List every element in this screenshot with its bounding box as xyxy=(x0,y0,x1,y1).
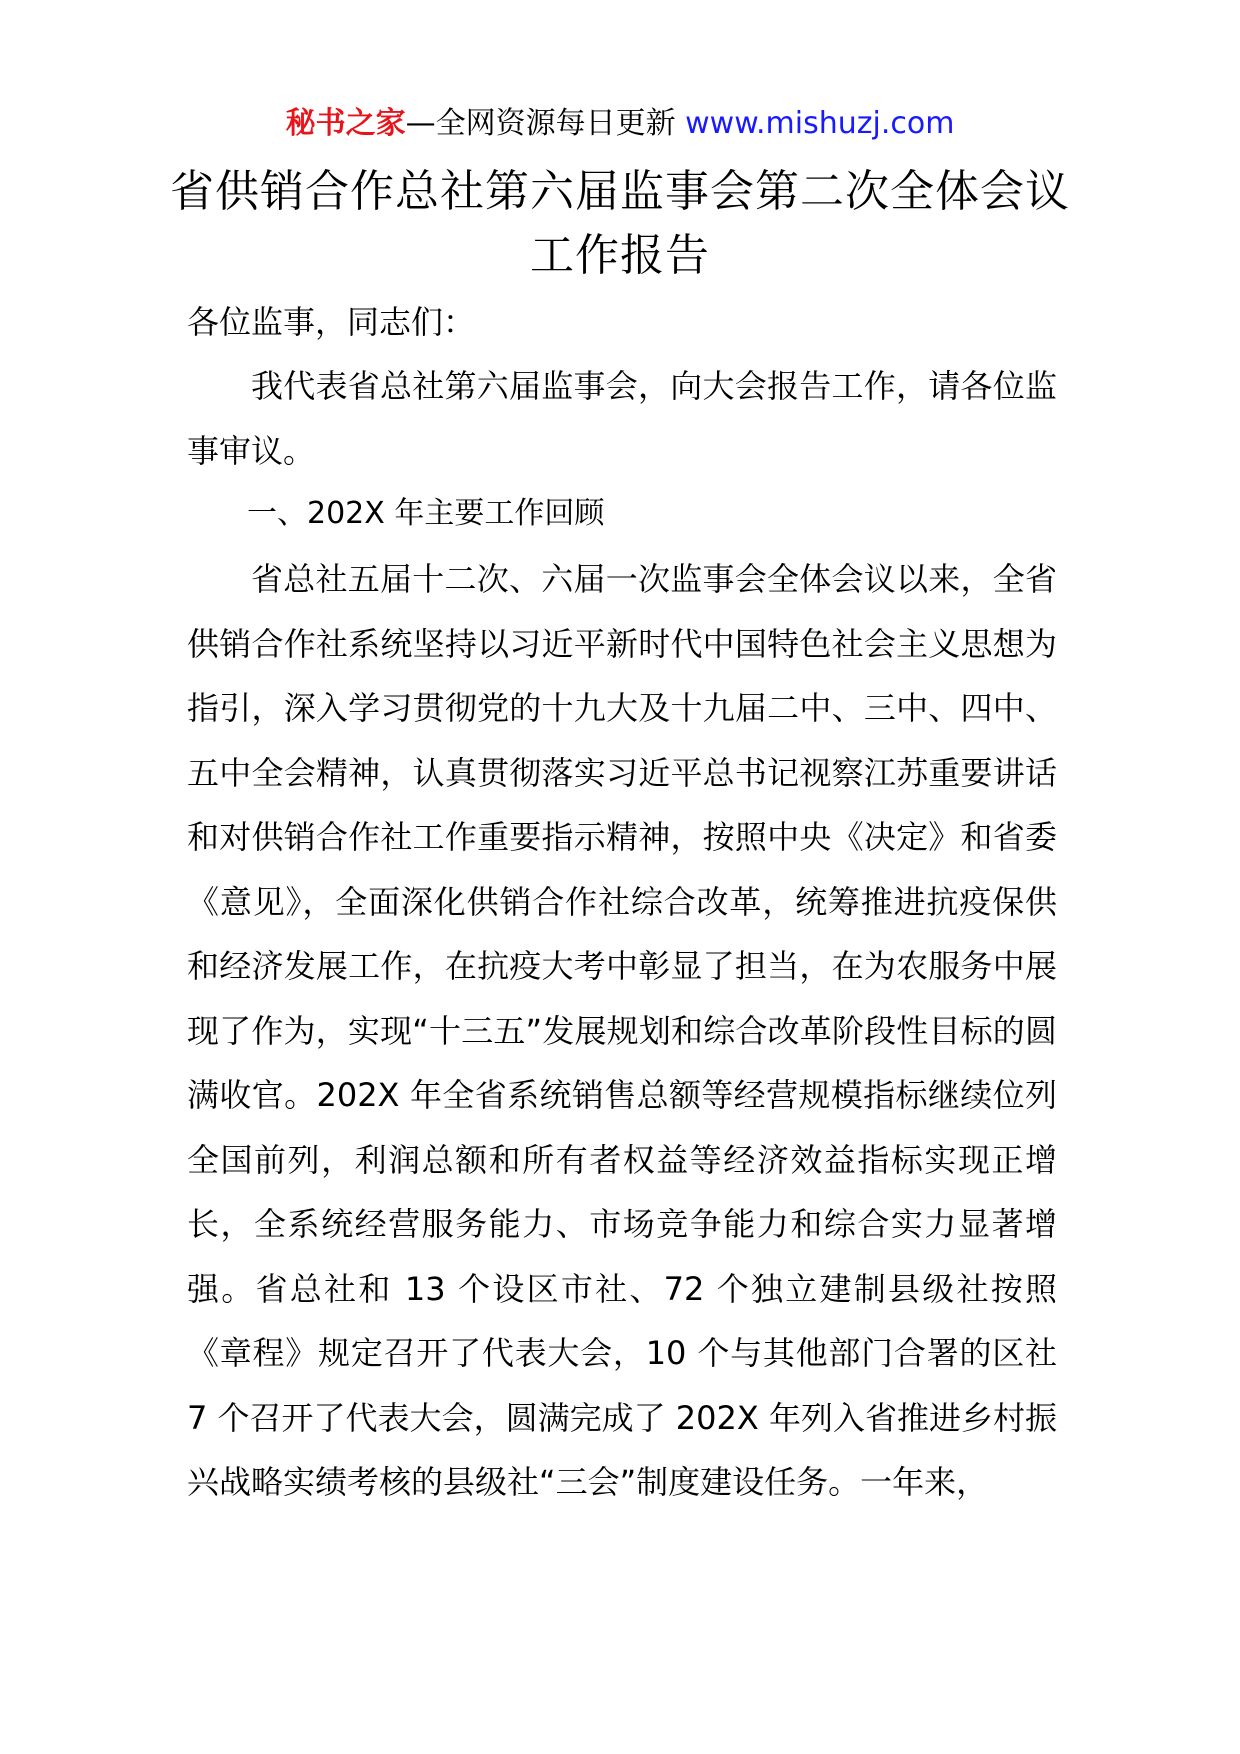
intro-paragraph: 我代表省总社第六届监事会，向大会报告工作，请各位监事审议。 xyxy=(187,367,1057,470)
brand-tagline: —全网资源每日更新 xyxy=(405,106,686,141)
body-paragraph: 省总社五届十二次、六届一次监事会全体会议以来，全省供销合作社系统坚持以习近平新时代中国特色社会主义思想为指引，深入学习贯彻党的十九大及十九届二中、三中、四中、五中全会精神，认真贯彻落实习近平总书记视察江苏重要讲话和对供销合作社工作重要指示精神，按照中央《决定》和省委《意见》，全面深化供销合作社综合改革，统筹推进抗疫保供和经济发展工作，在抗疫大考中彰显了担当，在为农服务中展现了作为，实现“十三五”发展规划和综合改革阶段性目标的圆满收官。202X 年全省系统销售总额等经营规模指标继续位列全国前列，利润总额和所有者权益等经济效益指标实现正增长，全系统经营服务能力、市场竞争能力和综合实力显著增强。省总社和 13 个设区市社、72 个独立建制县级社按照《章程》规定召开了代表大会，10 个与其他部门合署的区社 7 个召开了代表大会，圆满完成了 202X 年列入省推进乡村振兴战略实绩考核的县级社“三会”制度建设任务。一年来， xyxy=(187,560,1057,1501)
section-heading: 一、202X 年主要工作回顾 xyxy=(247,496,605,531)
brand-name: 秘书之家 xyxy=(285,106,406,141)
brand-url-link[interactable]: www.mishuzj.com xyxy=(685,106,955,141)
document-title: 省供销合作总社第六届监事会第二次全体会议工作报告 xyxy=(170,166,1070,281)
greeting-line: 各位监事，同志们： xyxy=(187,303,476,341)
watermark-header xyxy=(0,100,1240,148)
